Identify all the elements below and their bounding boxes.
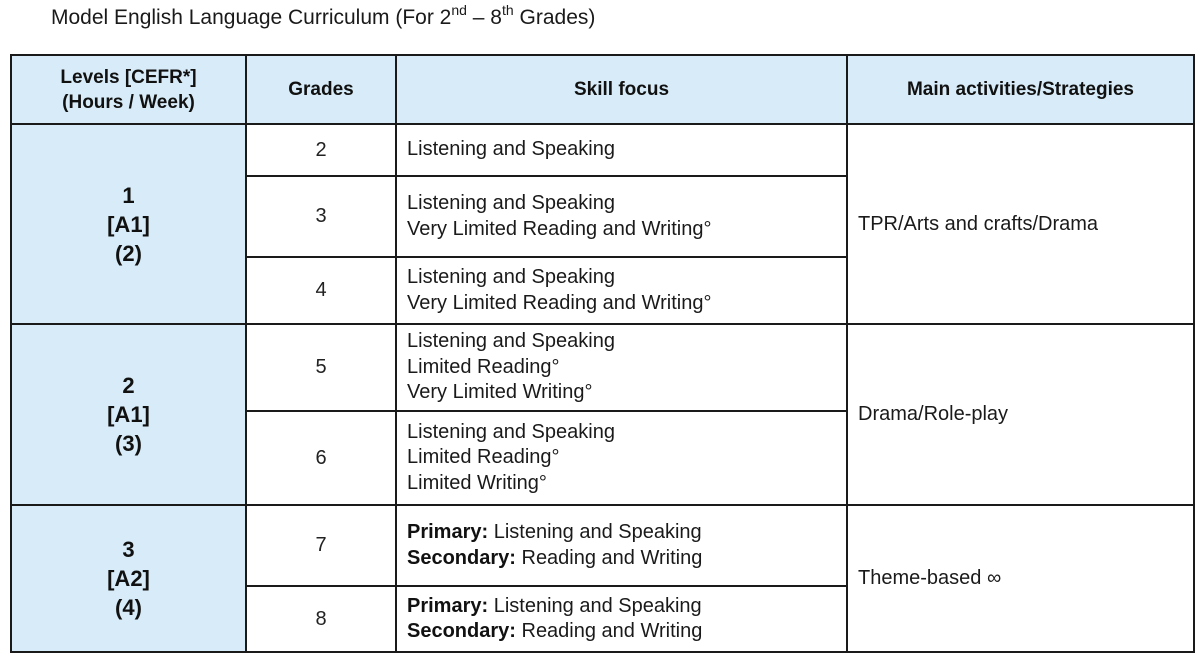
level-cell: 1 [A1] (2) [11,124,246,324]
skill-cell: Primary: Listening and Speaking Secondary: Reading and Writing [396,505,847,586]
activities-cell: TPR/Arts and crafts/Drama [847,124,1194,324]
primary-label: Primary: [407,594,489,617]
grade-cell: 3 [246,176,396,257]
table-row [11,124,1194,176]
activities-cell: Theme-based ∞ [847,505,1194,652]
header-main-activities: Main activities/Strategies [847,55,1194,124]
grade-cell: 2 [246,124,396,176]
activities-cell: Drama/Role-play [847,324,1194,505]
skill-cell: Listening and Speaking Very Limited Reading and Writing° [396,176,847,257]
skill-cell: Listening and Speaking Very Limited Reading and Writing° [396,257,847,324]
grade-cell: 4 [246,257,396,324]
curriculum-table [10,54,1195,653]
grade-cell: 7 [246,505,396,586]
title-superscript-th: th [501,2,514,18]
grade-cell: 6 [246,411,396,505]
grade-cell: 5 [246,324,396,411]
table-row [11,505,1194,586]
level-cell: 3 [A2] (4) [11,505,246,652]
level-cell: 2 [A1] (3) [11,324,246,505]
header-grades: Grades [246,55,396,124]
title-superscript-nd: nd [451,2,467,18]
skill-cell: Listening and Speaking Limited Reading° Limited Writing° [396,411,847,505]
skill-cell: Primary: Listening and Speaking Secondary: Reading and Writing [396,586,847,652]
header-row [11,55,1194,124]
skill-cell: Listening and Speaking [396,124,847,176]
secondary-label: Secondary: [407,620,516,642]
secondary-label: Secondary: [407,546,516,569]
table-row [11,324,1194,411]
header-levels: Levels [CEFR*] (Hours / Week) [11,55,246,124]
primary-label: Primary: [407,521,489,543]
page-title: Model English Language Curriculum (For 2nd – 8th Grades) [51,2,596,29]
header-skill-focus: Skill focus [396,55,847,124]
skill-cell: Listening and Speaking Limited Reading° Very Limited Writing° [396,324,847,411]
grade-cell: 8 [246,586,396,652]
